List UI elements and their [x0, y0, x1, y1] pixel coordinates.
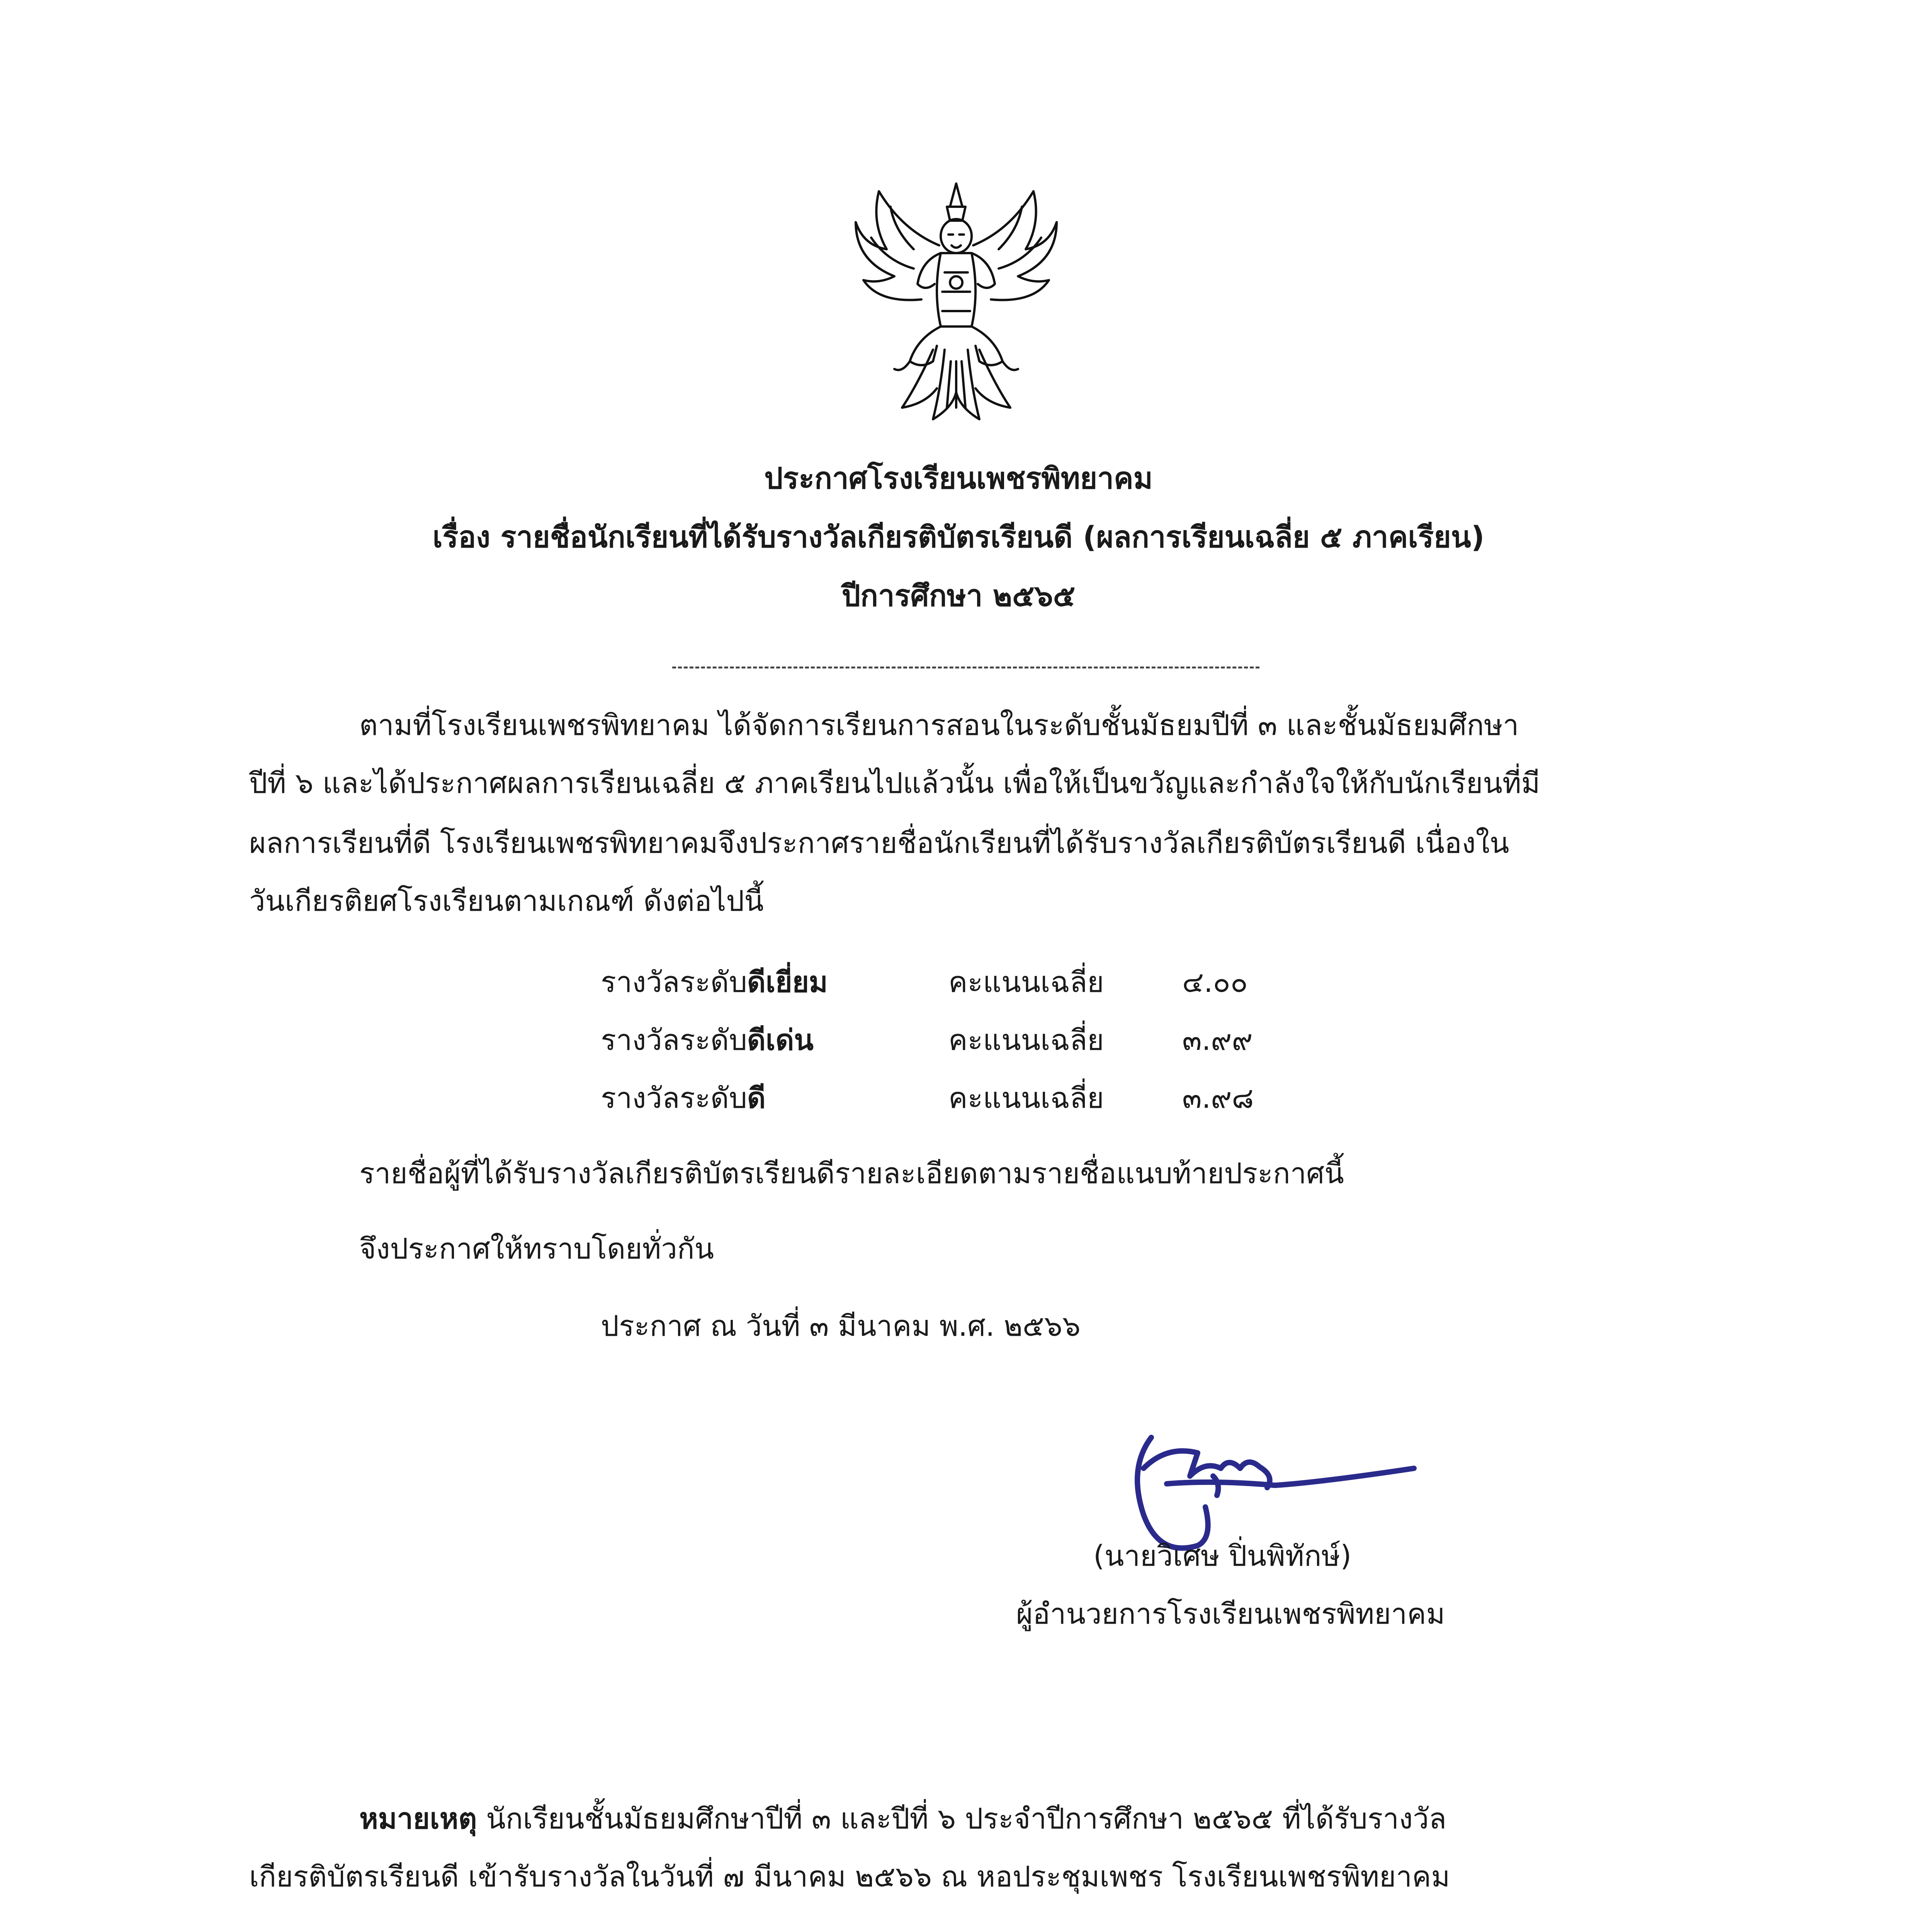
award-level: ดีเด่น: [747, 1024, 814, 1057]
award-score-label: คะแนนเฉลี่ย: [948, 1024, 1104, 1057]
signer-name: (นายวิเศษ ปิ่นพิทักษ์): [1093, 1539, 1352, 1573]
award-label: [601, 1082, 766, 1115]
header-academic-year: ปีการศึกษา ๒๕๖๕: [841, 578, 1076, 613]
award-score-label: คะแนนเฉลี่ย: [948, 1082, 1104, 1115]
award-score: ๓.๙๙: [1182, 1024, 1253, 1057]
award-level: ดี: [747, 1082, 766, 1115]
award-level: ดีเยี่ยม: [747, 966, 828, 999]
award-prefix: รางวัลระดับ: [601, 1024, 747, 1057]
announce-text: จึงประกาศให้ทราบโดยทั่วกัน: [359, 1232, 714, 1265]
header-title: ประกาศโรงเรียนเพชรพิทยาคม: [764, 461, 1153, 495]
garuda-emblem-icon: [848, 176, 1064, 427]
body-paragraph-line: ผลการเรียนที่ดี โรงเรียนเพชรพิทยาคมจึงประกาศรายชื่อนักเรียนที่ได้รับรางวัลเกียรติบัตรเรียนดี เนื่องใน: [249, 827, 1509, 860]
remark-text: นักเรียนชั้นมัธยมศึกษาปีที่ ๓ และปีที่ ๖ ประจำปีการศึกษา ๒๕๖๕ ที่ได้รับรางวัล: [477, 1802, 1446, 1835]
date-line: ประกาศ ณ วันที่ ๓ มีนาคม พ.ศ. ๒๕๖๖: [601, 1310, 1081, 1343]
remark-label: หมายเหตุ: [359, 1802, 477, 1835]
award-label: [601, 1024, 814, 1057]
remark-line: [359, 1804, 1446, 1833]
body-paragraph-line: ตามที่โรงเรียนเพชรพิทยาคม ได้จัดการเรียนการสอนในระดับชั้นมัธยมปีที่ ๓ และชั้นมัธยมศึกษา: [359, 709, 1519, 742]
header-divider: [672, 667, 1259, 668]
award-score-label: คะแนนเฉลี่ย: [948, 966, 1104, 999]
award-score: ๓.๙๘: [1182, 1082, 1254, 1115]
award-prefix: รางวัลระดับ: [601, 1082, 747, 1115]
list-note: รายชื่อผู้ที่ได้รับรางวัลเกียรติบัตรเรียนดีรายละเอียดตามรายชื่อแนบท้ายประกาศนี้: [359, 1157, 1344, 1190]
remark-line: เกียรติบัตรเรียนดี เข้ารับรางวัลในวันที่ ๗ มีนาคม ๒๕๖๖ ณ หอประชุมเพชร โรงเรียนเพชรพิทยาคม: [249, 1860, 1450, 1893]
award-score: ๔.๐๐: [1182, 966, 1248, 999]
body-paragraph-line: ปีที่ ๖ และได้ประกาศผลการเรียนเฉลี่ย ๕ ภาคเรียนไปแล้วนั้น เพื่อให้เป็นขวัญและกำลังใจให้กับนักเรียนที่มี: [249, 767, 1540, 800]
award-label: [601, 968, 828, 997]
body-paragraph-line: วันเกียรติยศโรงเรียนตามเกณฑ์ ดังต่อไปนี้: [249, 884, 764, 918]
award-prefix: รางวัลระดับ: [601, 966, 747, 999]
signer-title: ผู้อำนวยการโรงเรียนเพชรพิทยาคม: [1016, 1597, 1445, 1631]
header-subject: เรื่อง รายชื่อนักเรียนที่ได้รับรางวัลเกียรติบัตรเรียนดี (ผลการเรียนเฉลี่ย ๕ ภาคเรียน): [432, 520, 1485, 554]
